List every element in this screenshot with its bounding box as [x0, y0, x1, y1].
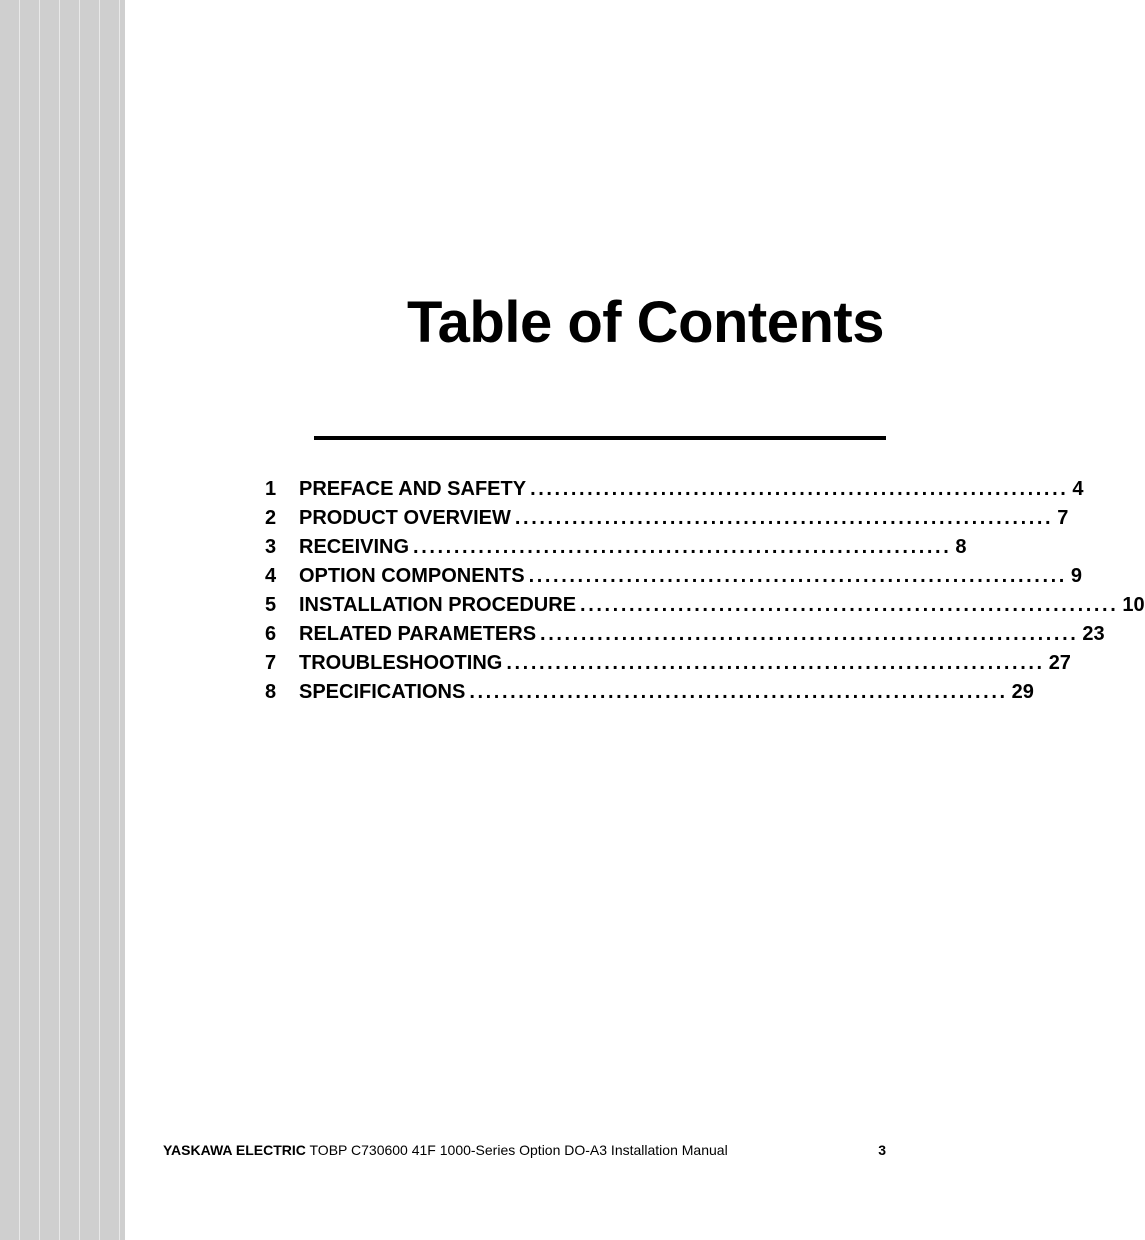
toc-entry-title: SPECIFICATIONS: [299, 681, 466, 703]
toc-entry-page: 9: [1070, 565, 1083, 587]
toc-entry-title: PREFACE AND SAFETY: [299, 478, 527, 500]
toc-entry[interactable]: [265, 681, 1034, 710]
title-divider: [314, 436, 886, 440]
toc-entry-title: TROUBLESHOOTING: [299, 652, 503, 674]
toc-entry[interactable]: [265, 594, 1145, 623]
toc-entry-page: 7: [1057, 507, 1069, 529]
toc-entry[interactable]: [265, 565, 1083, 594]
dot-leader: ..................................................................: [514, 507, 1054, 529]
toc-entry-title: OPTION COMPONENTS: [299, 565, 525, 587]
toc-entry-number: 6: [265, 623, 277, 645]
toc-entry-number: 8: [265, 681, 277, 703]
footer-page-number: 3: [878, 1142, 886, 1158]
toc-entry-page: 10: [1122, 594, 1145, 616]
dot-leader: ..................................................................: [528, 565, 1067, 587]
toc-entry-title: RECEIVING: [299, 536, 410, 558]
toc-entry[interactable]: [265, 478, 1084, 507]
toc-entry-number: 7: [265, 652, 277, 674]
table-of-contents: [265, 478, 1145, 710]
toc-entry-number: 2: [265, 507, 277, 529]
footer-brand: YASKAWA ELECTRIC: [163, 1142, 306, 1158]
toc-entry[interactable]: [265, 623, 1105, 652]
toc-entry[interactable]: [265, 507, 1069, 536]
toc-entry-number: 5: [265, 594, 277, 616]
toc-entry-page: 23: [1082, 623, 1105, 645]
toc-entry[interactable]: [265, 652, 1071, 681]
toc-entry-page: 29: [1011, 681, 1034, 703]
dot-leader: ..................................................................: [469, 681, 1008, 703]
toc-entry-number: 3: [265, 536, 277, 558]
decorative-side-band: [0, 0, 125, 1240]
dot-leader: ..................................................................: [540, 623, 1079, 645]
footer-text: [163, 1142, 728, 1158]
toc-entry-title: PRODUCT OVERVIEW: [299, 507, 511, 529]
toc-entry-page: 27: [1048, 652, 1071, 674]
page-title: Table of Contents: [407, 290, 884, 355]
toc-entry-title: INSTALLATION PROCEDURE: [299, 594, 577, 616]
dot-leader: ..................................................................: [580, 594, 1119, 616]
toc-entry-page: 8: [955, 536, 967, 558]
page-footer: [163, 1142, 886, 1158]
toc-entry[interactable]: [265, 536, 967, 565]
dot-leader: ..................................................................: [530, 478, 1069, 500]
dot-leader: ..................................................................: [506, 652, 1045, 674]
footer-document-title: TOBP C730600 41F 1000-Series Option DO-A3 Installation Manual: [305, 1142, 728, 1158]
toc-entry-title: RELATED PARAMETERS: [299, 623, 537, 645]
dot-leader: ..................................................................: [413, 536, 952, 558]
toc-entry-number: 4: [265, 565, 277, 587]
toc-entry-number: 1: [265, 478, 277, 500]
toc-entry-page: 4: [1072, 478, 1084, 500]
